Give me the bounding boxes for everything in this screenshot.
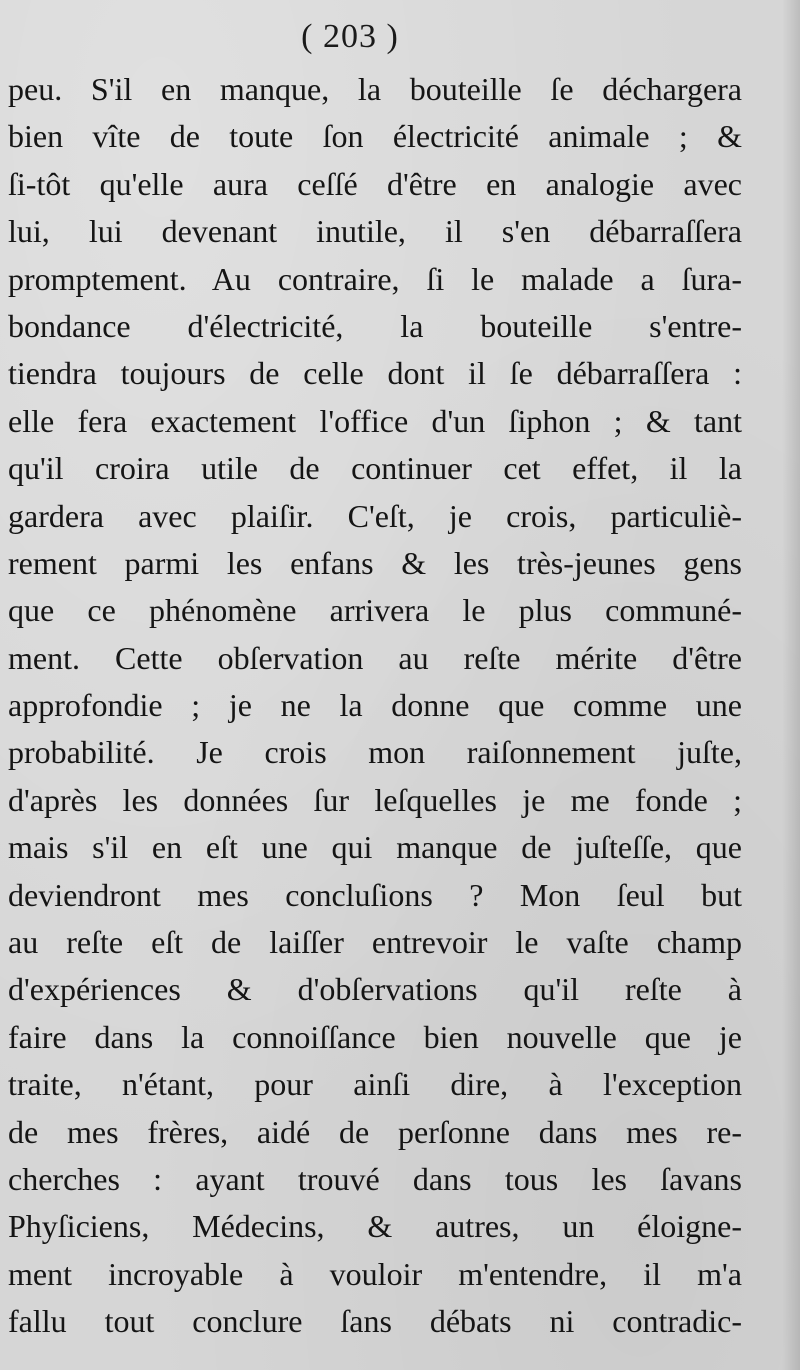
text-line: ment. Cette obſervation au reſte mérite d'être: [8, 639, 742, 676]
text-line: promptement. Au contraire, ſi le malade a ſura-: [8, 260, 742, 297]
text-line: cherches : ayant trouvé dans tous les ſavans: [8, 1160, 742, 1197]
text-line: ſi-tôt qu'elle aura ceſſé d'être en analogie avec: [8, 165, 742, 202]
text-line: mais s'il en eſt une qui manque de juſteſſe, que: [8, 829, 742, 866]
text-line: d'expériences & d'obſervations qu'il reſte à: [8, 971, 742, 1008]
text-line: bondance d'électricité, la bouteille s'entre-: [8, 307, 742, 344]
text-line: approfondie ; je ne la donne que comme une: [8, 687, 742, 724]
text-line: rement parmi les enfans & les très-jeunes gens: [8, 544, 742, 581]
text-line: faire dans la connoiſſance bien nouvelle que je: [8, 1018, 742, 1055]
text-line: gardera avec plaiſir. C'eſt, je crois, particuliè-: [8, 497, 742, 534]
text-line: qu'il croira utile de continuer cet effet, il la: [8, 450, 742, 487]
text-line: fallu tout conclure ſans débats ni contradic-: [8, 1303, 742, 1340]
text-line: de mes frères, aidé de perſonne dans mes re-: [8, 1113, 742, 1150]
text-line: ment incroyable à vouloir m'entendre, il m'a: [8, 1255, 742, 1292]
page-number: ( 203 ): [301, 18, 399, 55]
text-line: lui, lui devenant inutile, il s'en débarraſſera: [8, 213, 742, 250]
text-line: que ce phénomène arrivera le plus communé-: [8, 592, 742, 629]
text-line: deviendront mes concluſions ? Mon ſeul but: [8, 876, 742, 913]
text-line: d'après les données ſur leſquelles je me fonde ;: [8, 781, 742, 818]
text-line: probabilité. Je crois mon raiſonnement juſte,: [8, 734, 742, 771]
body-text: [8, 66, 742, 1346]
text-line: peu. S'il en manque, la bouteille ſe déchargera: [8, 71, 742, 107]
text-line: bien vîte de toute ſon électricité animale ; &: [8, 118, 742, 155]
text-line: traite, n'étant, pour ainſi dire, à l'exception: [8, 1066, 742, 1103]
text-line: elle fera exactement l'office d'un ſiphon ; & tant: [8, 402, 742, 439]
text-line: Phyſiciens, Médecins, & autres, un éloigne-: [8, 1208, 742, 1245]
text-line: au reſte eſt de laiſſer entrevoir le vaſte champ: [8, 924, 742, 961]
text-line: tiendra toujours de celle dont il ſe débarraſſera :: [8, 355, 742, 392]
